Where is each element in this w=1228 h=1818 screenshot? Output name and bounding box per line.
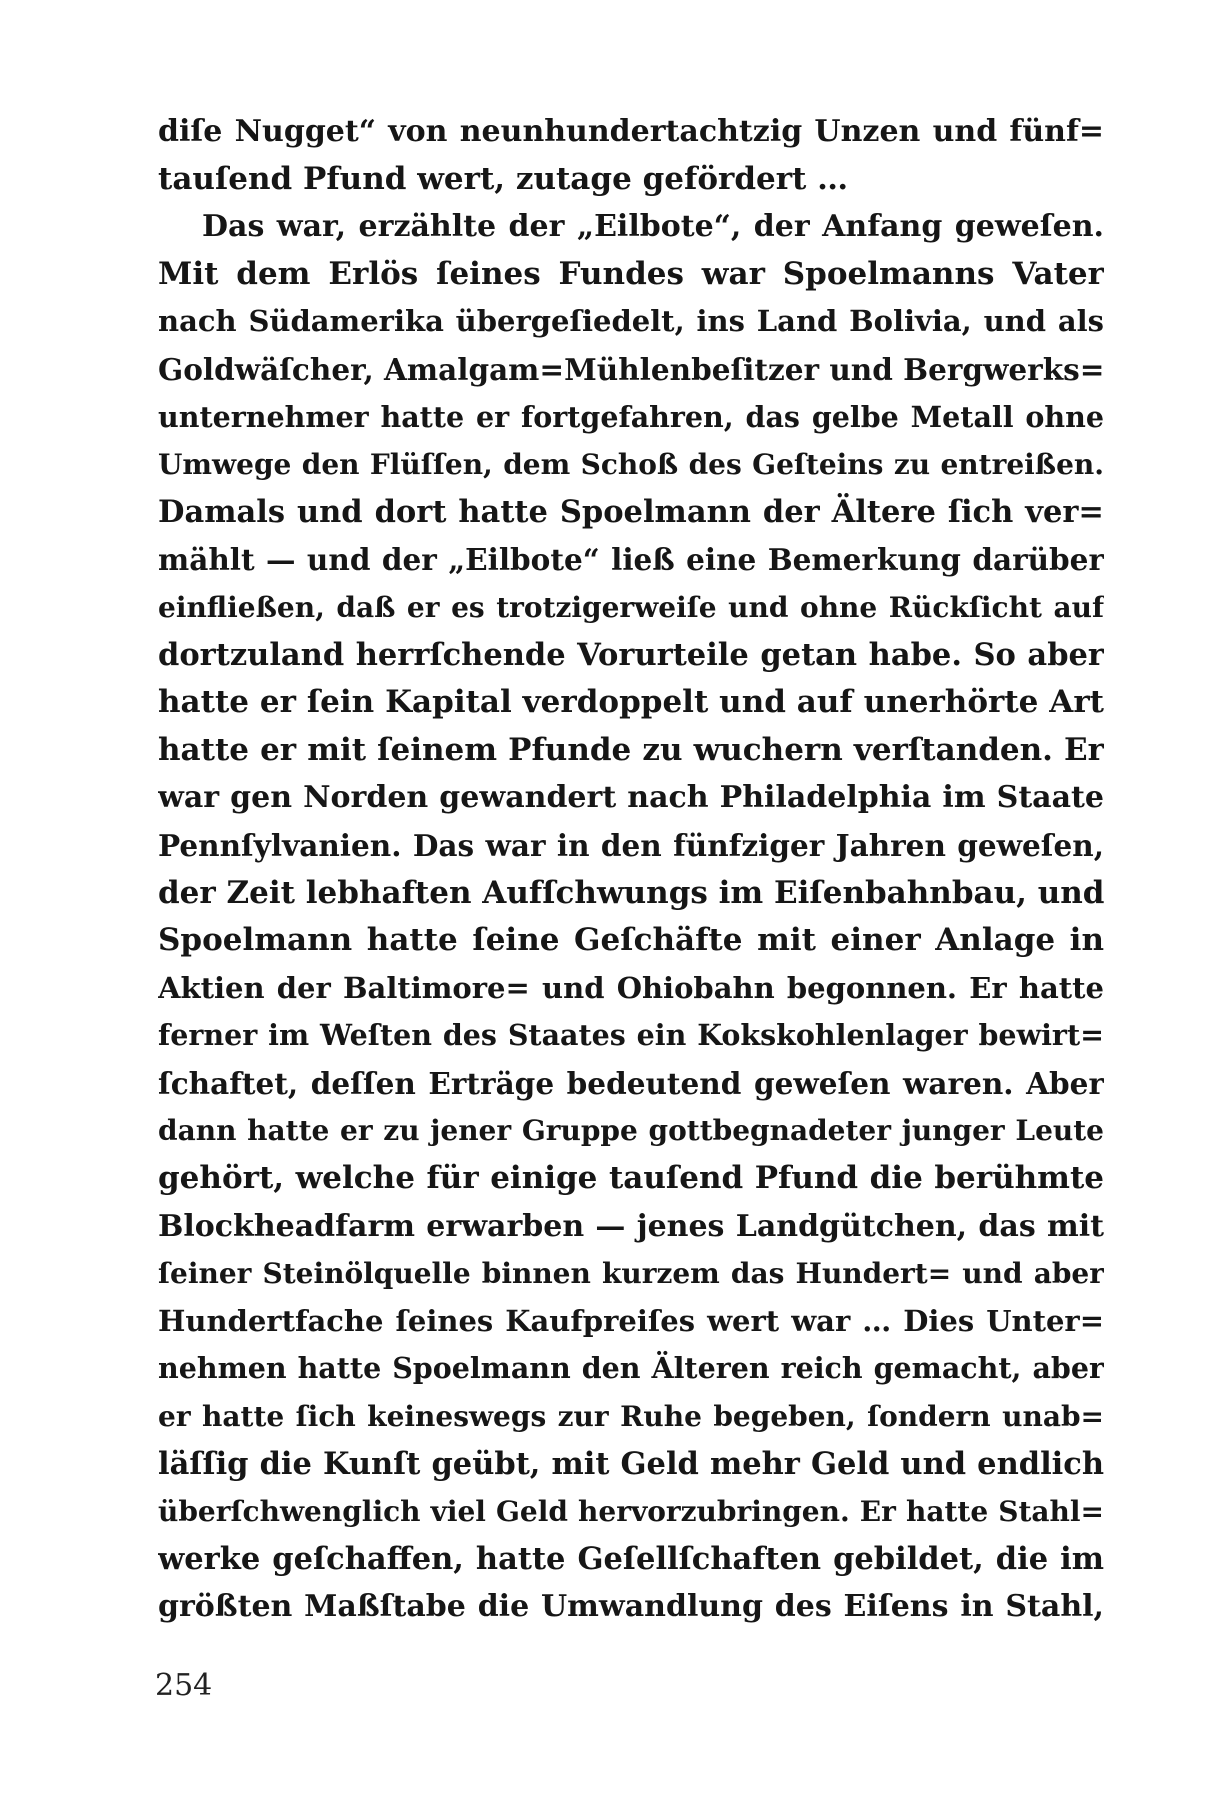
- text-line: Spoelmann hatte ſeine Geſchäfte mit einer Anlage in: [158, 922, 1104, 959]
- text-line: ſeiner Steinölquelle binnen kurzem das Hundert= und aber: [158, 1257, 1104, 1291]
- text-line: überſchwenglich viel Geld hervorzubringen. Er hatte Stahl=: [158, 1495, 1104, 1529]
- text-line: der Zeit lebhaften Aufſchwungs im Eiſenbahnbau, und: [158, 874, 1104, 911]
- text-line: nehmen hatte Spoelmann den Älteren reich gemacht, aber: [158, 1351, 1104, 1386]
- text-line: größten Maßſtabe die Umwandlung des Eiſens in Stahl,: [158, 1589, 1104, 1625]
- text-line: Aktien der Baltimore= und Ohiobahn begonnen. Er hatte: [158, 970, 1104, 1005]
- text-line: dann hatte er zu jener Gruppe gottbegnadeter junger Leute: [158, 1114, 1104, 1148]
- text-line: Goldwäſcher, Amalgam=Mühlenbeſitzer und Bergwerks=: [158, 351, 1104, 387]
- text-line: Blockheadfarm erwarben — jenes Landgütchen, das mit: [158, 1208, 1104, 1244]
- text-line: ſchaftet, deſſen Erträge bedeutend geweſen waren. Aber: [158, 1065, 1104, 1101]
- text-line: Hundertfache ſeines Kaufpreiſes wert war … Dies Unter=: [158, 1303, 1104, 1338]
- text-line: hatte er mit ſeinem Pfunde zu wuchern verſtanden. Er: [158, 731, 1104, 768]
- text-line: war gen Norden gewandert nach Philadelphia im Staate: [158, 780, 1104, 816]
- text-line: einfließen, daß er es trotzigerweiſe und ohne Rückſicht auf: [158, 590, 1104, 624]
- text-line: hatte er ſein Kapital verdoppelt und auf unerhörte Art: [158, 684, 1104, 721]
- text-line: tauſend Pfund wert, zutage gefördert …: [158, 160, 849, 197]
- text-line: Pennſylvanien. Das war in den fünfziger Jahren geweſen,: [158, 827, 1104, 863]
- page-number: 254: [155, 1668, 213, 1703]
- text-line: Das war, erzählte der „Eilbote“, der Anfang geweſen.: [202, 209, 1104, 245]
- text-line: er hatte ſich keineswegs zur Ruhe begeben, ſondern unab=: [158, 1400, 1104, 1434]
- text-line: Umwege den Flüſſen, dem Schoß des Geſteins zu entreißen.: [158, 448, 1104, 482]
- text-line: gehört, welche für einige tauſend Pfund die berühmte: [158, 1160, 1104, 1197]
- text-line: werke geſchaffen, hatte Geſellſchaften gebildet, die im: [158, 1540, 1104, 1577]
- text-line: ferner im Weſten des Staates ein Kokskohlenlager bewirt=: [158, 1018, 1104, 1053]
- body-text: [158, 108, 1104, 1631]
- text-line: dortzuland herrſchende Vorurteile getan habe. So aber: [158, 636, 1104, 673]
- text-line: mählt — und der „Eilbote“ ließ eine Bemerkung darüber: [158, 542, 1104, 578]
- text-line: unternehmer hatte er fortgefahren, das gelbe Metall ohne: [158, 399, 1104, 434]
- text-line: diſe Nugget“ von neunhundertachtzig Unzen und fünf=: [158, 114, 1104, 149]
- text-line: läſſig die Kunſt geübt, mit Geld mehr Geld und endlich: [158, 1445, 1104, 1482]
- text-line: Mit dem Erlös ſeines Fundes war Spoelmanns Vater: [158, 255, 1104, 292]
- text-line: nach Südamerika übergeſiedelt, ins Land Bolivia, und als: [158, 304, 1104, 339]
- text-line: Damals und dort hatte Spoelmann der Ältere ſich ver=: [158, 493, 1104, 530]
